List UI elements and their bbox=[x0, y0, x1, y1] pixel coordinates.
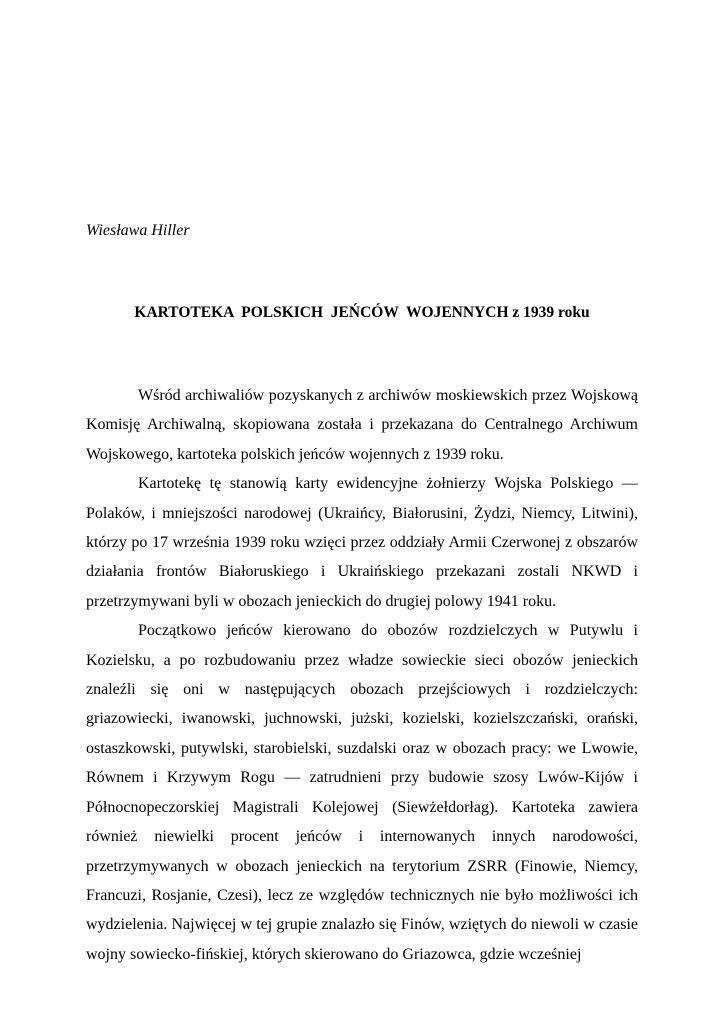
paragraph: Kartotekę tę stanowią karty ewidencyjne żołnierzy Wojska Polskiego — Polaków, i mniejszości narodowej (Ukraińcy, Białorusini, Żydzi, Niemcy, Litwini), którzy po 17 września 1939 roku wzięci przez oddziały Armii Czerwonej z obszarów działania frontów Białoruskiego i Ukraińskiego przekazani zostali NKWD i przetrzymywani byli w obozach jenieckich do drugiej polowy 1941 roku. bbox=[86, 475, 638, 610]
paragraph: Wśród archiwaliów pozyskanych z archiwów moskiewskich przez Wojskową Komisję Archiwalną, skopiowana została i przekazana do Centralnego Archiwum Wojskowego, kartoteka polskich jeńców wojennych z 1939 roku. bbox=[86, 387, 638, 463]
body-text bbox=[86, 381, 638, 969]
paragraph: Początkowo jeńców kierowano do obozów rozdzielczych w Putywlu i Kozielsku, a po rozbudowaniu przez władze sowieckie sieci obozów jenieckich znaleźli się oni w następujących obozach przejściowych i rozdzielczych: griazowiecki, iwanowski, juchnowski, jużski, kozielski, kozielszczański, orański, ostaszkowski, putywlski, starobielski, suzdalski oraz w obozach pracy: we Lwowie, Równem i Krzywym Rogu — zatrudnieni przy budowie szosy Lwów-Kijów i Północnopeczorskiej Magistrali Kolejowej (Siewżełdorłag). Kartoteka zawiera również niewielki procent jeńców i internowanych innych narodowości, przetrzymywanych w obozach jenieckich na terytorium ZSRR (Finowie, Niemcy, Francuzi, Rosjanie, Czesi), lecz ze względów technicznych nie było możliwości ich wydzielenia. Najwięcej w tej grupie znalazło się Finów, wziętych do niewoli w czasie wojny sowiecko-fińskiej, których skierowano do Griazowca, gdzie wcześniej bbox=[86, 622, 638, 963]
author-name: Wiesława Hiller bbox=[86, 222, 190, 239]
document-title: KARTOTEKA POLSKICH JEŃCÓW WOJENNYCH z 1939 roku bbox=[134, 304, 590, 321]
